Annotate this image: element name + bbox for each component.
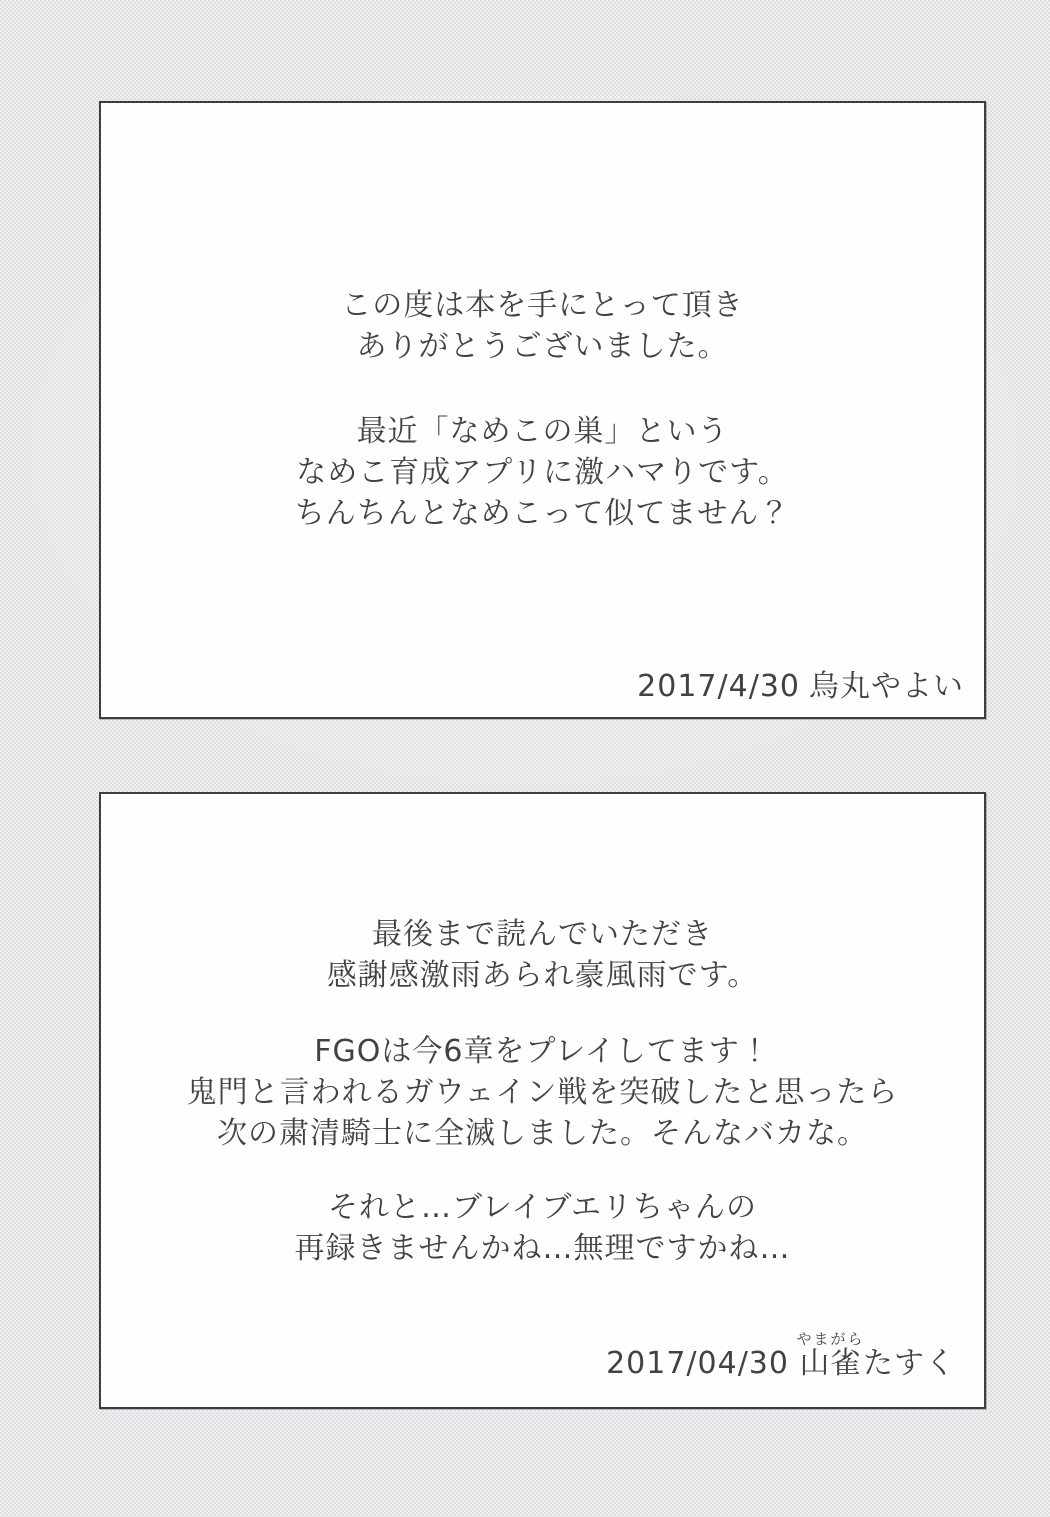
- afterword-panel-bottom: [99, 792, 986, 1409]
- text-line: FGOは今6章をプレイしてます！: [314, 1034, 771, 1069]
- afterword-bottom-paragraph-request: [101, 1187, 984, 1269]
- text-line: 最近「なめこの巣」という: [356, 414, 729, 449]
- afterword-top-paragraph-nameko: [101, 411, 984, 534]
- author-name-furigana: やまがら: [796, 1330, 865, 1348]
- signature-date: 2017/4/30: [637, 669, 800, 704]
- text-line: この度は本を手にとって頂き: [341, 288, 744, 323]
- author-name-kanji: 山雀: [796, 1346, 865, 1381]
- text-line: 最後まで読んでいただき: [372, 917, 713, 952]
- afterword-bottom-signature: [606, 1330, 956, 1380]
- text-line: それと…ブレイブエリちゃんの: [328, 1190, 757, 1225]
- afterword-bottom-paragraph-fgo: [101, 1031, 984, 1154]
- afterword-bottom-paragraph-thanks: [101, 914, 984, 996]
- text-line: 鬼門と言われるガウェイン戦を突破したと思ったら: [186, 1075, 899, 1110]
- text-line: 再録きませんかね…無理ですかね…: [294, 1231, 791, 1266]
- text-line: 感謝感激雨あられ豪風雨です。: [326, 958, 759, 993]
- text-line: なめこ育成アプリに激ハマりです。: [296, 455, 789, 490]
- author-name-kana: たすく: [862, 1346, 956, 1381]
- author-name-with-furigana: [796, 1330, 865, 1381]
- afterword-top-signature: [637, 661, 964, 705]
- text-line: ちんちんとなめこって似てません？: [294, 496, 791, 531]
- author-name: 烏丸やよい: [809, 669, 964, 704]
- afterword-panel-top: [99, 101, 986, 719]
- signature-date: 2017/04/30: [606, 1346, 789, 1381]
- text-line: 次の粛清騎士に全滅しました。そんなバカな。: [217, 1116, 868, 1151]
- afterword-top-paragraph-thanks: [101, 285, 984, 367]
- text-line: ありがとうございました。: [356, 329, 729, 364]
